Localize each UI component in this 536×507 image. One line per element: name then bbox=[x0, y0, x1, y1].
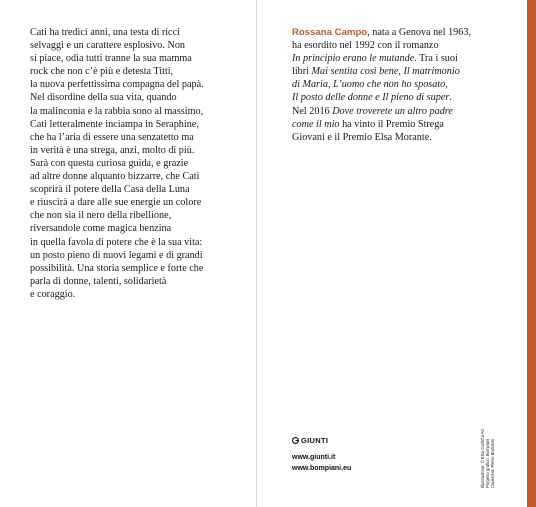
book-blurb bbox=[30, 26, 248, 301]
book-title: come il mio bbox=[292, 118, 340, 130]
publisher-logo-text: GIUNTI bbox=[301, 436, 329, 445]
blurb-line: ad altre donne alquanto bizzarre, che Cati bbox=[30, 171, 200, 183]
blurb-line: rock che non c’è più e detesta Titti, bbox=[30, 66, 174, 78]
bio-text: Nel 2016 bbox=[292, 105, 333, 117]
book-title: di Maria, L’uomo che non ho sposato, bbox=[292, 79, 448, 91]
blurb-line: possibilità. Una storia semplice e forte che bbox=[30, 262, 204, 274]
blurb-line: Sarà con questa curiosa guida, e grazie bbox=[30, 157, 189, 169]
blurb-line: che non sia il nero della ribellione, bbox=[30, 210, 172, 222]
credit-line: Illustrazione: © Elsa Carlotta Art bbox=[480, 428, 485, 488]
blurb-line: la nuova perfettissima compagna del papà. bbox=[30, 79, 204, 91]
publisher-url-link[interactable]: www.giunti.it bbox=[292, 454, 336, 461]
cover-credits bbox=[480, 429, 495, 488]
bio-text: . Tra i suoi bbox=[414, 53, 458, 65]
bio-text: ha vinto il Premio Strega bbox=[339, 118, 444, 130]
credit-line: Progetto grafico: Bompiani bbox=[485, 438, 490, 488]
blurb-line: riversandole come magica benzina bbox=[30, 223, 172, 235]
bio-text: Giovani e il Premio Elsa Morante. bbox=[292, 131, 432, 143]
blurb-line: e coraggio. bbox=[30, 288, 76, 300]
book-title: Dove troverete un altro padre bbox=[332, 105, 453, 117]
bio-text: ha esordito nel 1992 con il romanzo bbox=[292, 40, 439, 52]
left-flap bbox=[0, 0, 256, 507]
blurb-line: Cati ha tredici anni, una testa di ricci bbox=[30, 27, 180, 38]
blurb-line: scoprirà il potere della Casa della Luna bbox=[30, 184, 190, 196]
blurb-line: parla di donne, talenti, solidarietà bbox=[30, 275, 167, 287]
credit-line: Copertina: Pietro Bartoloni bbox=[490, 438, 495, 488]
blurb-line: Nel disordine della sua vita, quando bbox=[30, 92, 177, 104]
blurb-line: selvaggi e un carattere esplosivo. Non bbox=[30, 40, 186, 52]
publisher-urls bbox=[292, 452, 351, 474]
book-title: In principio erano le mutande bbox=[292, 53, 415, 65]
blurb-line: si piace, odia tutti tranne la sua mamma bbox=[30, 53, 192, 65]
blurb-line: in quella favola di potere che è la sua vita: bbox=[30, 236, 203, 248]
bio-text: . bbox=[449, 92, 452, 104]
publisher-logo bbox=[292, 436, 328, 445]
blurb-line: in verità è una strega, anzi, molto di più. bbox=[30, 144, 195, 156]
blurb-line: un posto pieno di nuovi legami e di grandi bbox=[30, 249, 203, 261]
bio-text: libri bbox=[292, 66, 312, 78]
giunti-logo-icon bbox=[292, 437, 299, 444]
author-name: Rossana Campo bbox=[292, 27, 368, 38]
blurb-line: Cati letteralmente inciampa in Seraphine, bbox=[30, 118, 199, 130]
cover-edge-strip bbox=[527, 0, 536, 507]
blurb-line: che ha l’aria di essere una senzatetto ma bbox=[30, 131, 194, 143]
author-bio bbox=[292, 26, 512, 144]
publisher-url-link[interactable]: www.bompiani.eu bbox=[292, 465, 352, 472]
blurb-line: e riuscirà a dare alle sue energie un colore bbox=[30, 197, 202, 209]
book-title: Il posto delle donne e Il pieno di super bbox=[292, 92, 450, 104]
blurb-line: la malinconia e la rabbia sono al massimo, bbox=[30, 105, 204, 117]
book-title: Mai sentita così bene, Il matrimonio bbox=[311, 66, 460, 78]
bio-text: , nata a Genova nel 1963, bbox=[367, 27, 471, 38]
